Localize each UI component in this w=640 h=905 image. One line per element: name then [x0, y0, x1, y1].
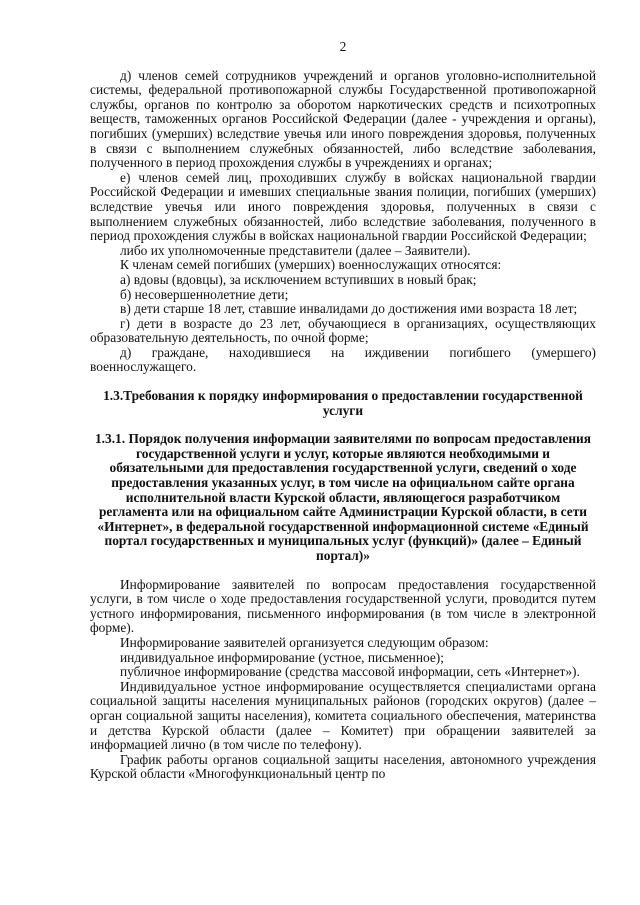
- paragraph-family-members-intro: К членам семей погибших (умерших) военнослужащих относятся:: [120, 257, 502, 273]
- list-item-d-dependents: д) граждане, находившиеся на иждивении погибшего (умершего) военнослужащего.: [90, 344, 596, 375]
- paragraph-informing-methods: Информирование заявителей по вопросам предоставления государственной услуги, в том числе о ходе предоставления государственной услуги, проводится путем устного информирования, письменного информирования (в том числе в электронной форме).: [90, 576, 596, 636]
- list-item-public-informing: публичное информирование (средства массовой информации, сеть «Интернет»).: [120, 664, 580, 680]
- paragraph-representatives: либо их уполномоченные представители (далее – Заявители).: [120, 242, 471, 258]
- list-item-b-minors: б) несовершеннолетние дети;: [120, 286, 289, 302]
- section-heading-1-3: 1.3.Требования к порядку информирования о предоставлении государственной услуги: [103, 388, 583, 418]
- list-item-a-widows: а) вдовы (вдовцы), за исключением вступивших в новый брак;: [120, 271, 477, 287]
- paragraph-d-penal-system-families: д) членов семей сотрудников учреждений и органов уголовно-исполнительной системы, федеральной противопожарной службы Государственной противопожарной службы, органов по контролю за оборотом наркотических средств и психотропных веществ, таможенных органов Российской Федерации (далее - учреждения и органы), погибших (умерших) вследствие увечья или иного повреждения здоровья, полученных в связи с выполнением служебных обязанностей, либо вследствие заболевания, полученного в период прохождения службы в учреждениях и органах;: [90, 67, 596, 171]
- paragraph-e-national-guard-families: е) членов семей лиц, проходивших службу в войсках национальной гвардии Российской Федерации и имевших специальные звания полиции, погибших (умерших) вследствие увечья или иного повреждения здоровья, полученных в связи с выполнением служебных обязанностей, либо вследствие заболевания, полученного в период прохождения службы в войсках национальной гвардии Российской Федерации;: [90, 169, 596, 244]
- list-item-g-students: г) дети в возрасте до 23 лет, обучающиеся в организациях, осуществляющих образовательную деятельность, по очной форме;: [90, 315, 596, 346]
- section-heading-1-3-1: 1.3.1. Порядок получения информации заявителями по вопросам предоставления государственной услуги и услуг, которые являются необходимыми и обязательными для предоставления государственной услуги, сведений о ходе предоставления указанных услуг, в том числе на официальном сайте органа исполнительной власти Курской области, являющегося разработчиком регламента или на официальном сайте Администрации Курской области, в сети «Интернет», в федеральной государственной информационной системе «Единый портал государственных и муниципальных услуг (функций)» (далее – Единый портал)»: [94, 431, 592, 563]
- list-item-v-disabled-children: в) дети старше 18 лет, ставшие инвалидами до достижения ими возраста 18 лет;: [120, 301, 578, 317]
- page-number: 2: [339, 39, 347, 54]
- paragraph-oral-informing: Индивидуальное устное информирование осуществляется специалистами органа социальной защиты населения муниципальных районов (городских округов) (далее – орган социальной защиты населения), комитета социального обеспечения, материнства и детства Курской области (далее – Комитет) при обращении заявителей за информацией лично (в том числе по телефону).: [90, 678, 596, 753]
- paragraph-informing-organization: Информирование заявителей организуется следующим образом:: [120, 634, 489, 650]
- list-item-individual-informing: индивидуальное информирование (устное, письменное);: [120, 649, 444, 665]
- paragraph-work-schedule: График работы органов социальной защиты населения, автономного учреждения Курской области «Многофункциональный центр по: [90, 751, 596, 782]
